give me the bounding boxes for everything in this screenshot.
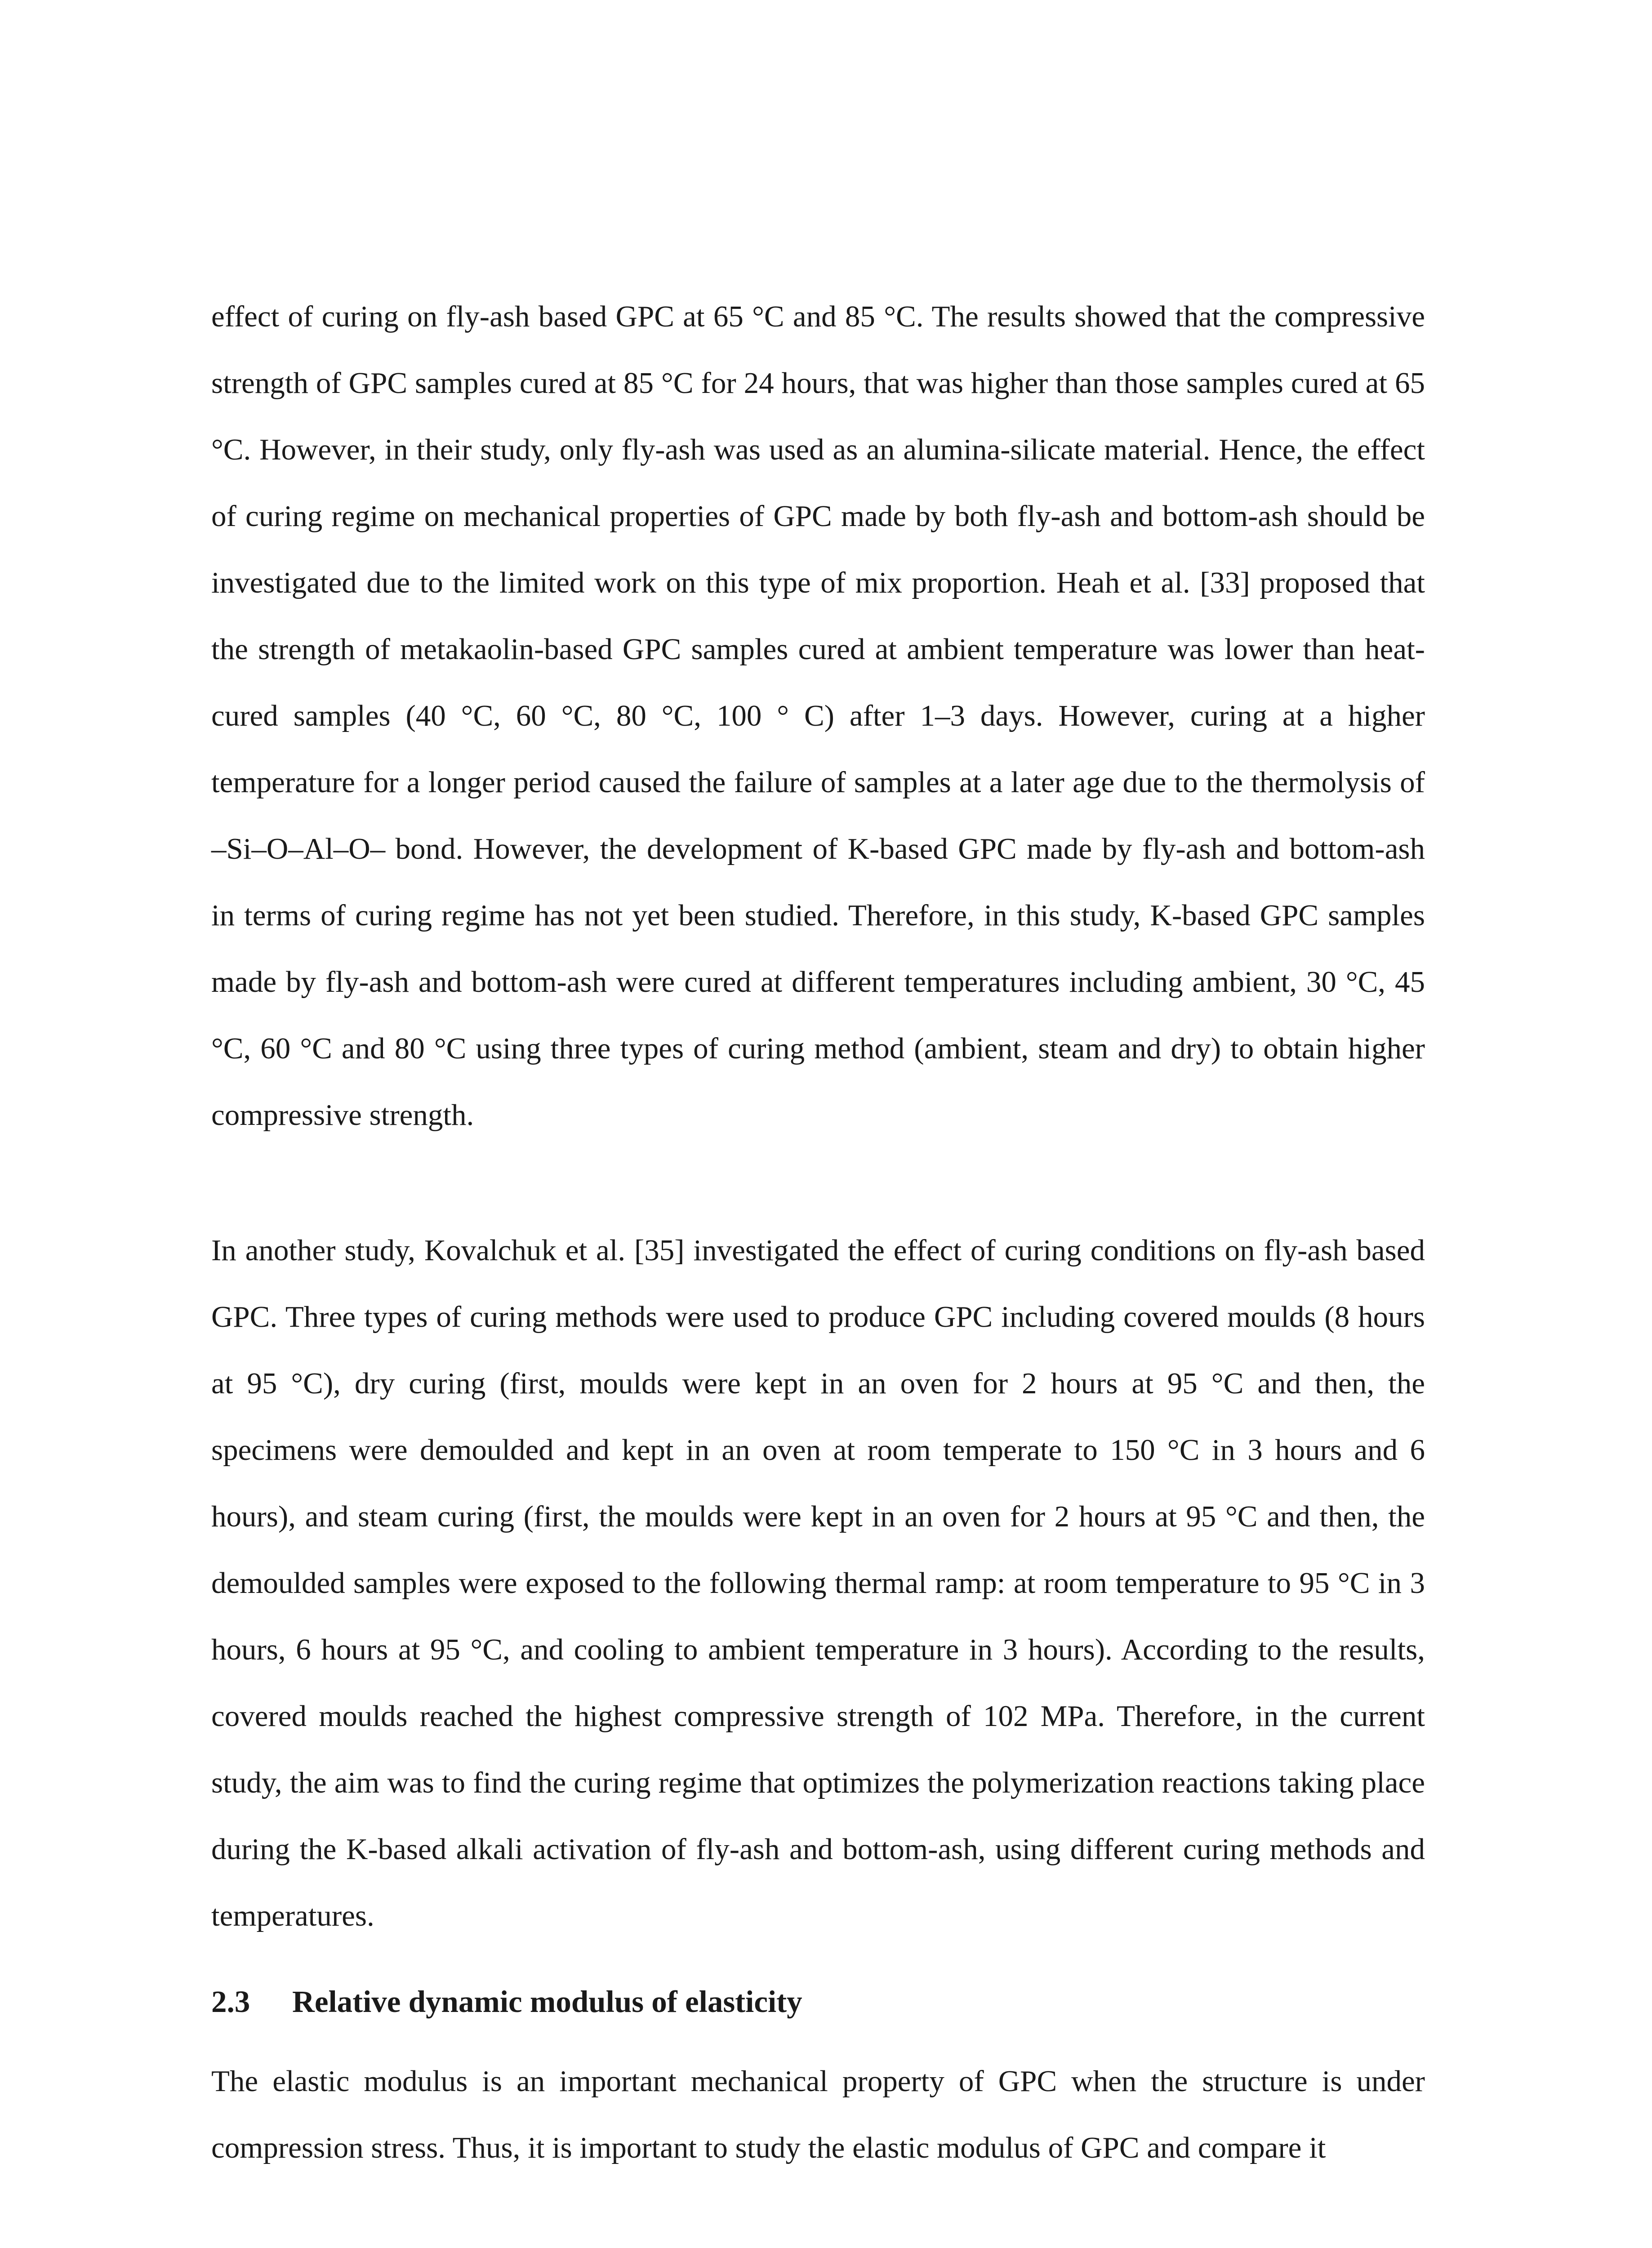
- body-text-block-1: [211, 283, 1425, 1148]
- paragraph-elastic-modulus: The elastic modulus is an important mechanical property of GPC when the structure is under compression stress. Thus, it is important to study the elastic modulus of GPC and compare it: [211, 2065, 1425, 2164]
- paragraph-kovalchuk-study: In another study, Kovalchuk et al. [35] investigated the effect of curing conditions on fly-ash based GPC. Three types of curing methods were used to produce GPC including covered moulds (8 hours at 95 °C), dry curing (first, moulds were kept in an oven for 2 hours at 95 °C and then, the specimens were demoulded and kept in an oven at room temperate to 150 °C in 3 hours and 6 hours), and steam curing (first, the moulds were kept in an oven for 2 hours at 95 °C and then, the demoulded samples were exposed to the following thermal ramp: at room temperature to 95 °C in 3 hours, 6 hours at 95 °C, and cooling to ambient temperature in 3 hours). According to the results, covered moulds reached the highest compressive strength of 102 MPa. Therefore, in the current study, the aim was to find the curing regime that optimizes the polymerization reactions taking place during the K-based alkali activation of fly-ash and bottom-ash, using different curing methods and temperatures.: [211, 1234, 1425, 1932]
- section-heading: [211, 1979, 1425, 2024]
- section-title: Relative dynamic modulus of elasticity: [292, 1985, 802, 2019]
- body-text-block-3: [211, 2048, 1425, 2181]
- body-text-block-2: [211, 1217, 1425, 1949]
- paragraph-curing-effect: effect of curing on fly-ash based GPC at 65 °C and 85 °C. The results showed that the compressive strength of GPC samples cured at 85 °C for 24 hours, that was higher than those samples cured at 65 °C. However, in their study, only fly-ash was used as an alumina-silicate material. Hence, the effect of curing regime on mechanical properties of GPC made by both fly-ash and bottom-ash should be investigated due to the limited work on this type of mix proportion. Heah et al. [33] proposed that the strength of metakaolin-based GPC samples cured at ambient temperature was lower than heat-cured samples (40 °C, 60 °C, 80 °C, 100 ° C) after 1–3 days. However, curing at a higher temperature for a longer period caused the failure of samples at a later age due to the thermolysis of –Si–O–Al–O– bond. However, the development of K-based GPC made by fly-ash and bottom-ash in terms of curing regime has not yet been studied. Therefore, in this study, K-based GPC samples made by fly-ash and bottom-ash were cured at different temperatures including ambient, 30 °C, 45 °C, 60 °C and 80 °C using three types of curing method (ambient, steam and dry) to obtain higher compressive strength.: [211, 300, 1425, 1132]
- section-number: 2.3: [211, 1985, 250, 2019]
